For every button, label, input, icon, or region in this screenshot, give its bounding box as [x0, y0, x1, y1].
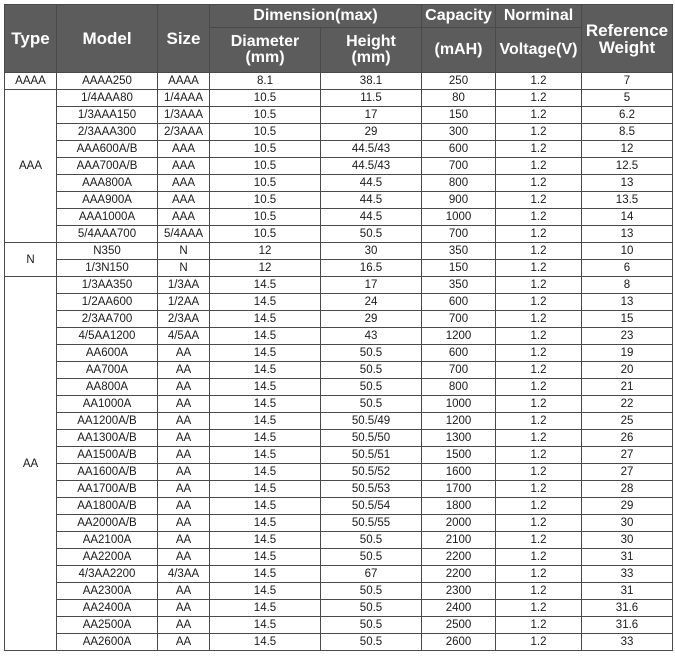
capacity-cell: 2600: [422, 634, 496, 651]
capacity-cell: 2300: [422, 583, 496, 600]
voltage-cell: 1.2: [496, 107, 582, 124]
capacity-cell: 150: [422, 260, 496, 277]
type-cell: AAAA: [5, 73, 57, 90]
voltage-cell: 1.2: [496, 226, 582, 243]
height-cell: 24: [321, 294, 422, 311]
height-cell: 50.5/54: [321, 498, 422, 515]
model-cell: AAA700A/B: [57, 158, 158, 175]
model-cell: AA2200A: [57, 549, 158, 566]
weight-cell: 33: [582, 634, 673, 651]
weight-cell: 13.5: [582, 192, 673, 209]
capacity-cell: 1700: [422, 481, 496, 498]
table-row: [5, 617, 673, 634]
diameter-cell: 10.5: [210, 226, 321, 243]
capacity-cell: 150: [422, 107, 496, 124]
header-voltage: Voltage(V): [496, 28, 582, 73]
capacity-cell: 900: [422, 192, 496, 209]
height-cell: 17: [321, 277, 422, 294]
table-row: [5, 396, 673, 413]
table-row: [5, 107, 673, 124]
type-cell: N: [5, 243, 57, 277]
voltage-cell: 1.2: [496, 634, 582, 651]
model-cell: 1/2AA600: [57, 294, 158, 311]
model-cell: AA2300A: [57, 583, 158, 600]
model-cell: AA800A: [57, 379, 158, 396]
height-cell: 43: [321, 328, 422, 345]
diameter-cell: 14.5: [210, 515, 321, 532]
voltage-cell: 1.2: [496, 600, 582, 617]
voltage-cell: 1.2: [496, 277, 582, 294]
diameter-cell: 12: [210, 243, 321, 260]
capacity-cell: 2000: [422, 515, 496, 532]
model-cell: AA1500A/B: [57, 447, 158, 464]
model-cell: AAA800A: [57, 175, 158, 192]
weight-cell: 31: [582, 549, 673, 566]
table-row: [5, 294, 673, 311]
diameter-cell: 14.5: [210, 498, 321, 515]
table-row: [5, 277, 673, 294]
voltage-cell: 1.2: [496, 141, 582, 158]
height-cell: 11.5: [321, 90, 422, 107]
voltage-cell: 1.2: [496, 73, 582, 90]
size-cell: N: [158, 243, 210, 260]
size-cell: 2/3AA: [158, 311, 210, 328]
voltage-cell: 1.2: [496, 158, 582, 175]
weight-cell: 6: [582, 260, 673, 277]
size-cell: AA: [158, 532, 210, 549]
diameter-cell: 10.5: [210, 192, 321, 209]
model-cell: AA700A: [57, 362, 158, 379]
header-height: Height (mm): [321, 28, 422, 73]
voltage-cell: 1.2: [496, 447, 582, 464]
size-cell: AA: [158, 430, 210, 447]
capacity-cell: 800: [422, 379, 496, 396]
capacity-cell: 1300: [422, 430, 496, 447]
voltage-cell: 1.2: [496, 532, 582, 549]
size-cell: AA: [158, 617, 210, 634]
height-cell: 50.5: [321, 583, 422, 600]
capacity-cell: 2200: [422, 566, 496, 583]
model-cell: AA2500A: [57, 617, 158, 634]
table-row: [5, 90, 673, 107]
diameter-cell: 14.5: [210, 430, 321, 447]
weight-cell: 29: [582, 498, 673, 515]
height-cell: 50.5: [321, 362, 422, 379]
capacity-cell: 600: [422, 345, 496, 362]
model-cell: 1/3AAA150: [57, 107, 158, 124]
weight-cell: 13: [582, 175, 673, 192]
size-cell: N: [158, 260, 210, 277]
voltage-cell: 1.2: [496, 260, 582, 277]
header-reference-weight: Reference Weight: [582, 5, 673, 73]
size-cell: AAA: [158, 141, 210, 158]
header-type: Type: [5, 5, 57, 73]
voltage-cell: 1.2: [496, 175, 582, 192]
diameter-cell: 14.5: [210, 464, 321, 481]
table-row: [5, 209, 673, 226]
height-cell: 50.5: [321, 617, 422, 634]
weight-cell: 7: [582, 73, 673, 90]
diameter-cell: 14.5: [210, 447, 321, 464]
voltage-cell: 1.2: [496, 294, 582, 311]
model-cell: AAA1000A: [57, 209, 158, 226]
diameter-cell: 12: [210, 260, 321, 277]
table-row: [5, 158, 673, 175]
diameter-cell: 14.5: [210, 532, 321, 549]
weight-cell: 8.5: [582, 124, 673, 141]
height-cell: 50.5/55: [321, 515, 422, 532]
diameter-cell: 14.5: [210, 481, 321, 498]
voltage-cell: 1.2: [496, 192, 582, 209]
weight-cell: 12: [582, 141, 673, 158]
weight-cell: 23: [582, 328, 673, 345]
table-row: [5, 566, 673, 583]
height-cell: 50.5: [321, 634, 422, 651]
voltage-cell: 1.2: [496, 209, 582, 226]
capacity-cell: 1500: [422, 447, 496, 464]
diameter-cell: 10.5: [210, 158, 321, 175]
model-cell: AA1200A/B: [57, 413, 158, 430]
size-cell: 1/4AAA: [158, 90, 210, 107]
header-dimension: Dimension(max): [210, 5, 422, 28]
model-cell: AA1600A/B: [57, 464, 158, 481]
voltage-cell: 1.2: [496, 481, 582, 498]
voltage-cell: 1.2: [496, 430, 582, 447]
model-cell: AA1000A: [57, 396, 158, 413]
size-cell: AAA: [158, 192, 210, 209]
size-cell: AA: [158, 362, 210, 379]
model-cell: 5/4AAA700: [57, 226, 158, 243]
weight-cell: 22: [582, 396, 673, 413]
capacity-cell: 1800: [422, 498, 496, 515]
size-cell: AA: [158, 515, 210, 532]
size-cell: AA: [158, 379, 210, 396]
capacity-cell: 250: [422, 73, 496, 90]
voltage-cell: 1.2: [496, 617, 582, 634]
size-cell: AA: [158, 481, 210, 498]
size-cell: AA: [158, 634, 210, 651]
height-cell: 29: [321, 124, 422, 141]
table-row: [5, 464, 673, 481]
voltage-cell: 1.2: [496, 311, 582, 328]
weight-cell: 26: [582, 430, 673, 447]
diameter-cell: 10.5: [210, 90, 321, 107]
diameter-cell: 14.5: [210, 277, 321, 294]
voltage-cell: 1.2: [496, 566, 582, 583]
weight-cell: 30: [582, 515, 673, 532]
diameter-cell: 14.5: [210, 549, 321, 566]
weight-cell: 14: [582, 209, 673, 226]
height-cell: 50.5: [321, 396, 422, 413]
table-row: [5, 447, 673, 464]
weight-cell: 21: [582, 379, 673, 396]
diameter-cell: 14.5: [210, 413, 321, 430]
capacity-cell: 350: [422, 277, 496, 294]
battery-spec-table: [4, 4, 673, 651]
model-cell: AA2600A: [57, 634, 158, 651]
capacity-cell: 2500: [422, 617, 496, 634]
capacity-cell: 350: [422, 243, 496, 260]
size-cell: 1/3AAA: [158, 107, 210, 124]
voltage-cell: 1.2: [496, 583, 582, 600]
voltage-cell: 1.2: [496, 362, 582, 379]
height-cell: 50.5: [321, 532, 422, 549]
table-row: [5, 192, 673, 209]
weight-cell: 28: [582, 481, 673, 498]
model-cell: AAAA250: [57, 73, 158, 90]
size-cell: AA: [158, 549, 210, 566]
model-cell: AAA900A: [57, 192, 158, 209]
size-cell: AA: [158, 464, 210, 481]
table-row: [5, 430, 673, 447]
weight-cell: 13: [582, 294, 673, 311]
capacity-cell: 700: [422, 226, 496, 243]
size-cell: AAA: [158, 158, 210, 175]
voltage-cell: 1.2: [496, 464, 582, 481]
table-row: [5, 362, 673, 379]
height-cell: 16.5: [321, 260, 422, 277]
voltage-cell: 1.2: [496, 498, 582, 515]
table-body: [5, 73, 673, 651]
height-cell: 50.5/49: [321, 413, 422, 430]
diameter-cell: 10.5: [210, 124, 321, 141]
size-cell: 4/3AA: [158, 566, 210, 583]
diameter-cell: 14.5: [210, 294, 321, 311]
model-cell: 4/5AA1200: [57, 328, 158, 345]
weight-cell: 27: [582, 464, 673, 481]
diameter-cell: 14.5: [210, 566, 321, 583]
size-cell: AA: [158, 413, 210, 430]
table-row: [5, 311, 673, 328]
voltage-cell: 1.2: [496, 90, 582, 107]
header-size: Size: [158, 5, 210, 73]
height-cell: 50.5/50: [321, 430, 422, 447]
capacity-cell: 1000: [422, 396, 496, 413]
height-cell: 50.5: [321, 379, 422, 396]
diameter-cell: 10.5: [210, 141, 321, 158]
table-row: [5, 498, 673, 515]
model-cell: AA2000A/B: [57, 515, 158, 532]
table-row: [5, 141, 673, 158]
weight-cell: 5: [582, 90, 673, 107]
diameter-cell: 14.5: [210, 600, 321, 617]
diameter-cell: 8.1: [210, 73, 321, 90]
capacity-cell: 600: [422, 141, 496, 158]
size-cell: AAAA: [158, 73, 210, 90]
model-cell: AA2100A: [57, 532, 158, 549]
weight-cell: 31.6: [582, 617, 673, 634]
diameter-cell: 14.5: [210, 328, 321, 345]
voltage-cell: 1.2: [496, 243, 582, 260]
size-cell: 4/5AA: [158, 328, 210, 345]
capacity-cell: 2200: [422, 549, 496, 566]
size-cell: AA: [158, 583, 210, 600]
weight-cell: 10: [582, 243, 673, 260]
table-row: [5, 328, 673, 345]
weight-cell: 33: [582, 566, 673, 583]
type-cell: AA: [5, 277, 57, 651]
header-model: Model: [57, 5, 158, 73]
voltage-cell: 1.2: [496, 549, 582, 566]
header-diameter: Diameter (mm): [210, 28, 321, 73]
table-row: [5, 532, 673, 549]
diameter-cell: 10.5: [210, 175, 321, 192]
weight-cell: 19: [582, 345, 673, 362]
diameter-cell: 14.5: [210, 634, 321, 651]
capacity-cell: 700: [422, 311, 496, 328]
height-cell: 50.5: [321, 549, 422, 566]
height-cell: 44.5/43: [321, 141, 422, 158]
model-cell: 1/4AAA80: [57, 90, 158, 107]
weight-cell: 6.2: [582, 107, 673, 124]
model-cell: AA1700A/B: [57, 481, 158, 498]
size-cell: AA: [158, 345, 210, 362]
size-cell: AAA: [158, 175, 210, 192]
weight-cell: 25: [582, 413, 673, 430]
height-cell: 44.5: [321, 209, 422, 226]
voltage-cell: 1.2: [496, 515, 582, 532]
diameter-cell: 14.5: [210, 345, 321, 362]
table-row: [5, 634, 673, 651]
capacity-cell: 1000: [422, 209, 496, 226]
weight-cell: 31.6: [582, 600, 673, 617]
weight-cell: 31: [582, 583, 673, 600]
voltage-cell: 1.2: [496, 379, 582, 396]
diameter-cell: 14.5: [210, 396, 321, 413]
weight-cell: 8: [582, 277, 673, 294]
diameter-cell: 14.5: [210, 311, 321, 328]
table-row: [5, 515, 673, 532]
diameter-cell: 10.5: [210, 209, 321, 226]
capacity-cell: 700: [422, 158, 496, 175]
height-cell: 50.5/51: [321, 447, 422, 464]
header-nominal: Norminal: [496, 5, 582, 28]
table-row: [5, 481, 673, 498]
voltage-cell: 1.2: [496, 345, 582, 362]
voltage-cell: 1.2: [496, 413, 582, 430]
height-cell: 38.1: [321, 73, 422, 90]
height-cell: 50.5: [321, 345, 422, 362]
size-cell: AA: [158, 396, 210, 413]
height-cell: 67: [321, 566, 422, 583]
height-cell: 44.5: [321, 192, 422, 209]
table-row: [5, 549, 673, 566]
capacity-cell: 600: [422, 294, 496, 311]
capacity-cell: 1600: [422, 464, 496, 481]
table-row: [5, 175, 673, 192]
height-cell: 50.5/52: [321, 464, 422, 481]
model-cell: 4/3AA2200: [57, 566, 158, 583]
table-row: [5, 73, 673, 90]
table-row: [5, 379, 673, 396]
size-cell: AA: [158, 600, 210, 617]
diameter-cell: 14.5: [210, 379, 321, 396]
table-row: [5, 600, 673, 617]
height-cell: 44.5: [321, 175, 422, 192]
model-cell: 1/3AA350: [57, 277, 158, 294]
height-cell: 44.5/43: [321, 158, 422, 175]
model-cell: 1/3N150: [57, 260, 158, 277]
capacity-cell: 2100: [422, 532, 496, 549]
table-row: [5, 243, 673, 260]
table-row: [5, 226, 673, 243]
capacity-cell: 80: [422, 90, 496, 107]
size-cell: AAA: [158, 209, 210, 226]
model-cell: AAA600A/B: [57, 141, 158, 158]
size-cell: AA: [158, 447, 210, 464]
weight-cell: 20: [582, 362, 673, 379]
diameter-cell: 14.5: [210, 362, 321, 379]
table-header: [5, 5, 673, 73]
height-cell: 50.5: [321, 600, 422, 617]
voltage-cell: 1.2: [496, 396, 582, 413]
model-cell: AA1800A/B: [57, 498, 158, 515]
height-cell: 50.5/53: [321, 481, 422, 498]
model-cell: AA600A: [57, 345, 158, 362]
voltage-cell: 1.2: [496, 328, 582, 345]
size-cell: AA: [158, 498, 210, 515]
weight-cell: 30: [582, 532, 673, 549]
capacity-cell: 1200: [422, 413, 496, 430]
diameter-cell: 14.5: [210, 583, 321, 600]
size-cell: 1/2AA: [158, 294, 210, 311]
size-cell: 5/4AAA: [158, 226, 210, 243]
table-row: [5, 413, 673, 430]
capacity-cell: 1200: [422, 328, 496, 345]
height-cell: 30: [321, 243, 422, 260]
capacity-cell: 700: [422, 362, 496, 379]
table-row: [5, 345, 673, 362]
size-cell: 2/3AAA: [158, 124, 210, 141]
model-cell: 2/3AA700: [57, 311, 158, 328]
weight-cell: 15: [582, 311, 673, 328]
type-cell: AAA: [5, 90, 57, 243]
height-cell: 29: [321, 311, 422, 328]
model-cell: N350: [57, 243, 158, 260]
header-capacity: Capacity: [422, 5, 496, 28]
weight-cell: 12.5: [582, 158, 673, 175]
capacity-cell: 800: [422, 175, 496, 192]
model-cell: AA2400A: [57, 600, 158, 617]
table-row: [5, 124, 673, 141]
height-cell: 50.5: [321, 226, 422, 243]
voltage-cell: 1.2: [496, 124, 582, 141]
height-cell: 17: [321, 107, 422, 124]
header-capacity-unit: (mAH): [422, 28, 496, 73]
diameter-cell: 10.5: [210, 107, 321, 124]
diameter-cell: 14.5: [210, 617, 321, 634]
model-cell: 2/3AAA300: [57, 124, 158, 141]
weight-cell: 13: [582, 226, 673, 243]
capacity-cell: 2400: [422, 600, 496, 617]
table-row: [5, 260, 673, 277]
capacity-cell: 300: [422, 124, 496, 141]
table-row: [5, 583, 673, 600]
weight-cell: 27: [582, 447, 673, 464]
model-cell: AA1300A/B: [57, 430, 158, 447]
size-cell: 1/3AA: [158, 277, 210, 294]
